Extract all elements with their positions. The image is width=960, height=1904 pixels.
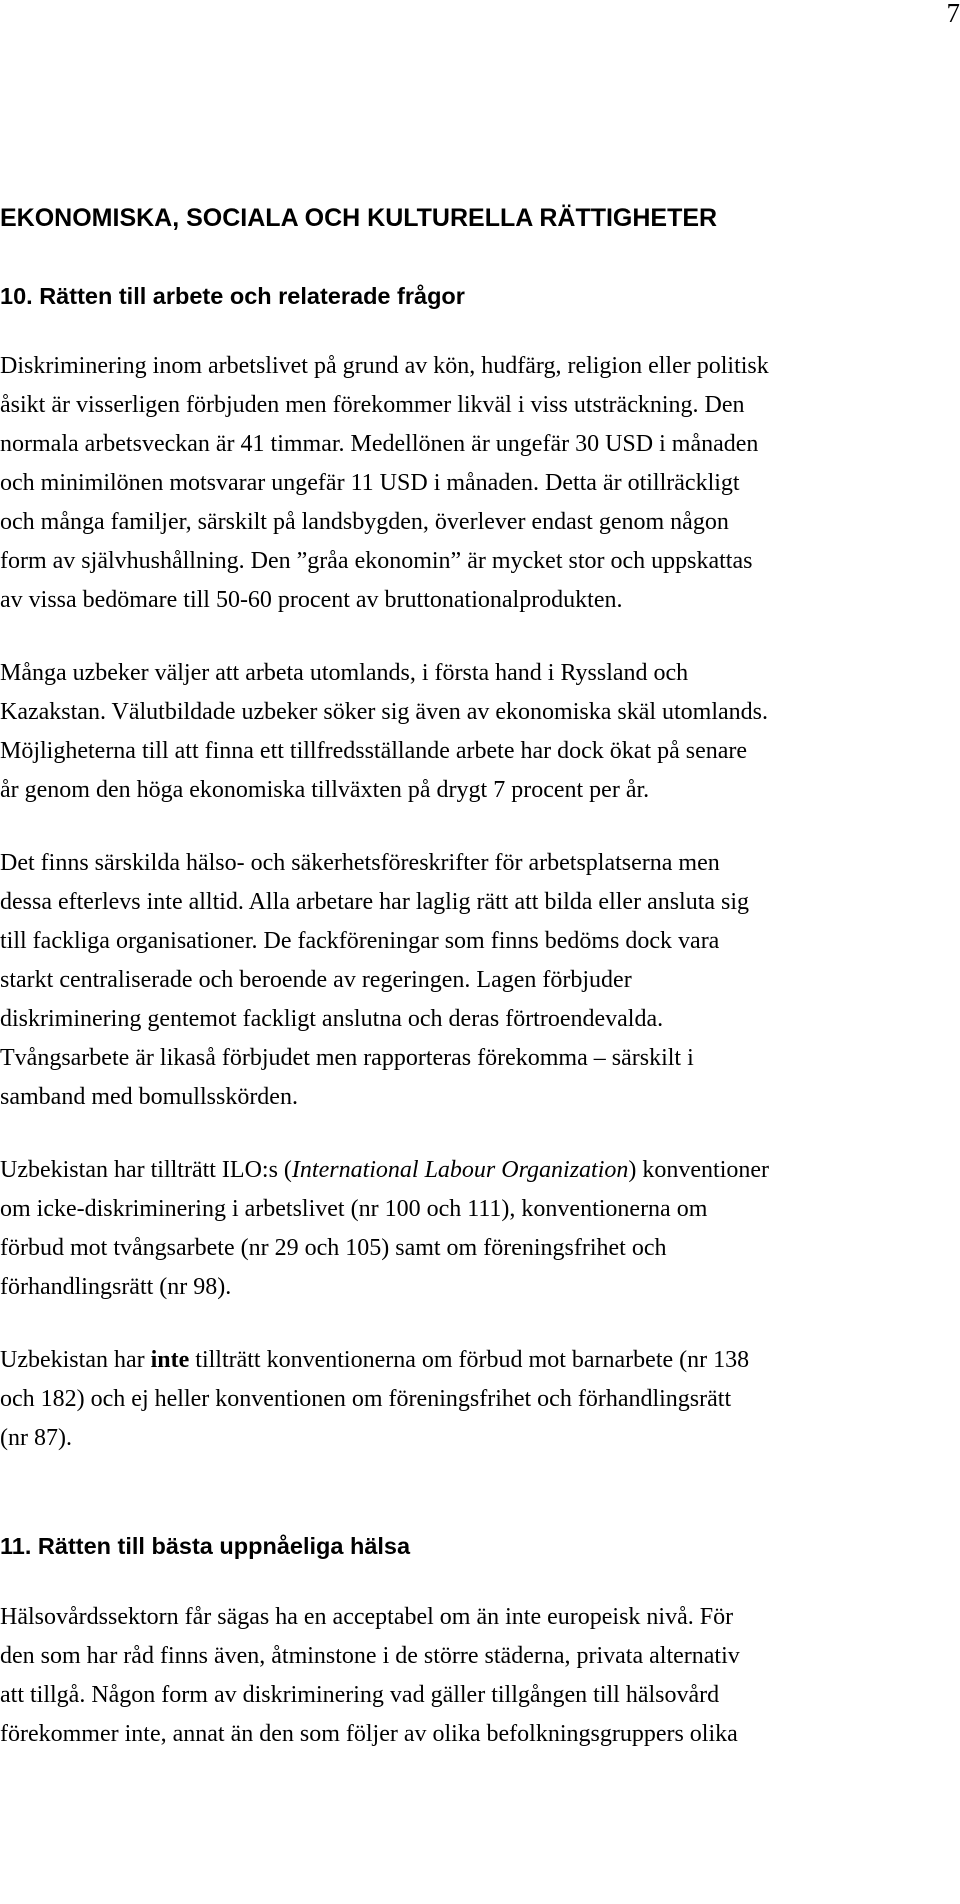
text-line <box>0 1151 955 1190</box>
text-line: diskriminering gentemot fackligt anslutna och deras förtroendevalda. <box>0 1006 664 1032</box>
text-line: (nr 87). <box>0 1425 72 1451</box>
text-line: den som har råd finns även, åtminstone i de större städerna, privata alternativ <box>0 1643 740 1669</box>
text-line: och 182) och ej heller konventionen om föreningsfrihet och förhandlingsrätt <box>0 1386 732 1412</box>
text-line: normala arbetsveckan är 41 timmar. Medellönen är ungefär 30 USD i månaden <box>0 431 759 457</box>
text-line: form av självhushållning. Den ”gråa ekonomin” är mycket stor och uppskattas <box>0 548 753 574</box>
text-line: till fackliga organisationer. De fackföreningar som finns bedöms dock vara <box>0 928 720 954</box>
text-line: Hälsovårdssektorn får sägas ha en acceptabel om än inte europeisk nivå. För <box>0 1604 734 1630</box>
italic-text: International Labour Organization <box>291 1157 629 1183</box>
text-line: och många familjer, särskilt på landsbygden, överlever endast genom någon <box>0 509 729 535</box>
text-line: samband med bomullsskörden. <box>0 1084 298 1110</box>
bold-text: inte <box>150 1347 190 1373</box>
text-fragment: ) konventioner <box>628 1157 770 1183</box>
text-line: om icke-diskriminering i arbetslivet (nr 100 och 111), konventionerna om <box>0 1196 708 1222</box>
text-fragment: tillträtt konventionerna om förbud mot barnarbete (nr 138 <box>189 1347 750 1373</box>
text-fragment: Uzbekistan har <box>0 1347 151 1373</box>
text-line: förbud mot tvångsarbete (nr 29 och 105) samt om föreningsfrihet och <box>0 1235 667 1261</box>
main-heading: EKONOMISKA, SOCIALA OCH KULTURELLA RÄTTIGHETER <box>0 204 718 232</box>
text-line: förekommer inte, annat än den som följer av olika befolkningsgruppers olika <box>0 1721 738 1747</box>
text-line: år genom den höga ekonomiska tillväxten på drygt 7 procent per år. <box>0 777 650 803</box>
section-10-paragraph-1 <box>0 347 955 620</box>
text-line: Tvångsarbete är likaså förbjudet men rapporteras förekomma – särskilt i <box>0 1045 694 1071</box>
text-line: förhandlingsrätt (nr 98). <box>0 1274 232 1300</box>
text-line: Möjligheterna till att finna ett tillfredsställande arbete har dock ökat på senare <box>0 738 748 764</box>
text-line: av vissa bedömare till 50-60 procent av bruttonationalprodukten. <box>0 587 623 613</box>
text-line: och minimilönen motsvarar ungefär 11 USD i månaden. Detta är otillräckligt <box>0 470 740 496</box>
text-line: Det finns särskilda hälso- och säkerhetsföreskrifter för arbetsplatserna men <box>0 850 720 876</box>
section-10-heading: 10. Rätten till arbete och relaterade frågor <box>0 283 465 309</box>
text-line <box>0 1341 955 1380</box>
text-line: Diskriminering inom arbetslivet på grund av kön, hudfärg, religion eller politisk <box>0 353 769 379</box>
text-line: Många uzbeker väljer att arbeta utomlands, i första hand i Ryssland och <box>0 660 689 686</box>
section-11-heading: 11. Rätten till bästa uppnåeliga hälsa <box>0 1533 411 1559</box>
text-line: åsikt är visserligen förbjuden men förekommer likväl i viss utsträckning. Den <box>0 392 745 418</box>
page-content <box>0 200 955 1754</box>
page-number: 7 <box>946 0 960 28</box>
text-line: Kazakstan. Välutbildade uzbeker söker sig även av ekonomiska skäl utomlands. <box>0 699 769 725</box>
text-line: starkt centraliserade och beroende av regeringen. Lagen förbjuder <box>0 967 632 993</box>
section-11-paragraph-1 <box>0 1598 955 1754</box>
text-line: att tillgå. Någon form av diskriminering vad gäller tillgången till hälsovård <box>0 1682 720 1708</box>
text-line: dessa efterlevs inte alltid. Alla arbetare har laglig rätt att bilda eller ansluta sig <box>0 889 750 915</box>
section-10-paragraph-5 <box>0 1341 955 1458</box>
section-10-paragraph-4 <box>0 1151 955 1307</box>
section-10-paragraph-3 <box>0 844 955 1117</box>
text-fragment: Uzbekistan har tillträtt ILO:s ( <box>0 1157 292 1183</box>
section-10-paragraph-2 <box>0 654 955 810</box>
